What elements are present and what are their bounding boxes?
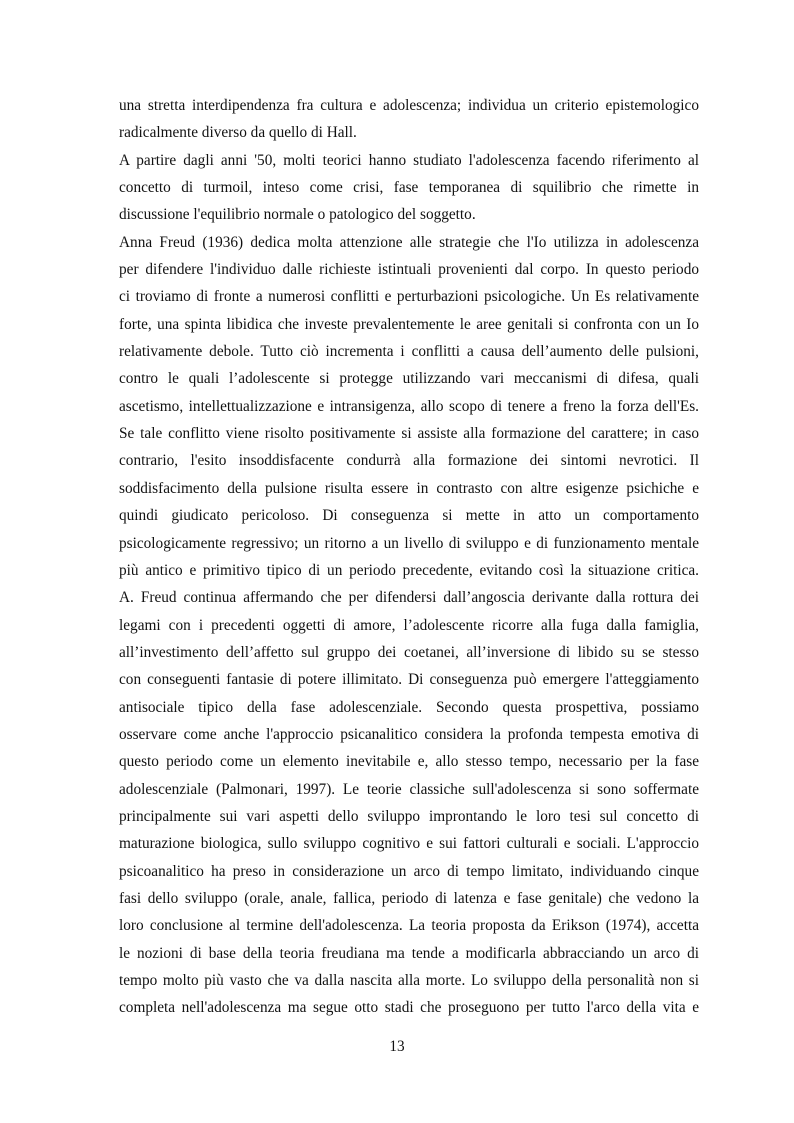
text-line: contrario, l'esito insoddisfacente condurrà alla formazione dei sintomi nevrotici. Il — [119, 452, 699, 470]
text-line: principalmente sui vari aspetti dello sviluppo improntando le loro tesi sul concetto di — [119, 807, 699, 825]
text-line: psicoanalitico ha preso in considerazione un arco di tempo limitato, individuando cinque — [119, 862, 699, 880]
text-line: antisociale tipico della fase adolescenziale. Secondo questa prospettiva, possiamo — [119, 698, 699, 716]
text-line: le nozioni di base della teoria freudiana ma tende a modificarla abbracciando un arco di — [119, 944, 699, 962]
text-line: soddisfacimento della pulsione risulta essere in contrasto con altre esigenze psichiche e — [119, 479, 699, 497]
text-line: Anna Freud (1936) dedica molta attenzione alle strategie che l'Io utilizza in adolescenza — [119, 233, 699, 251]
text-line: con conseguenti fantasie di potere illimitato. Di conseguenza può emergere l'atteggiamento — [119, 671, 699, 689]
text-line: concetto di turmoil, inteso come crisi, fase temporanea di squilibrio che rimette in — [119, 179, 699, 197]
text-line: maturazione biologica, sullo sviluppo cognitivo e sui fattori culturali e sociali. L'approccio — [119, 835, 699, 853]
text-line: psicologicamente regressivo; un ritorno a un livello di sviluppo e di funzionamento mentale — [119, 534, 699, 552]
text-line: legami con i precedenti oggetti di amore, l’adolescente ricorre alla fuga dalla famiglia, — [119, 616, 699, 634]
text-line: ci troviamo di fronte a numerosi conflitti e perturbazioni psicologiche. Un Es relativamente — [119, 288, 699, 306]
text-line: adolescenziale (Palmonari, 1997). Le teorie classiche sull'adolescenza si sono soffermate — [119, 780, 699, 798]
text-line: Se tale conflitto viene risolto positivamente si assiste alla formazione del carattere; in caso — [119, 425, 699, 443]
text-line: una stretta interdipendenza fra cultura e adolescenza; individua un criterio epistemologico — [119, 97, 699, 114]
text-line: radicalmente diverso da quello di Hall. — [119, 124, 357, 142]
text-line: A partire dagli anni '50, molti teorici hanno studiato l'adolescenza facendo riferimento al — [119, 151, 699, 169]
text-line: A. Freud continua affermando che per difendersi dall’angoscia derivante dalla rottura dei — [119, 589, 699, 607]
text-line: forte, una spinta libidica che investe prevalentemente le aree genitali si confronta con un Io — [119, 315, 699, 333]
text-line: relativamente debole. Tutto ciò incrementa i conflitti a causa dell’aumento delle pulsioni, — [119, 343, 699, 361]
text-line: osservare come anche l'approccio psicanalitico considera la profonda tempesta emotiva di — [119, 725, 699, 743]
text-line: fasi dello sviluppo (orale, anale, fallica, periodo di latenza e fase genitale) che vedono la — [119, 889, 699, 907]
body-text — [119, 92, 699, 1022]
text-line: per difendere l'individuo dalle richieste istintuali provenienti dal corpo. In questo periodo — [119, 261, 699, 279]
text-line: tempo molto più vasto che va dalla nascita alla morte. Lo sviluppo della personalità non si — [119, 972, 699, 989]
text-line: questo periodo come un elemento inevitabile e, allo stesso tempo, necessario per la fase — [119, 753, 699, 771]
text-line: quindi giudicato pericoloso. Di conseguenza si mette in atto un comportamento — [119, 507, 699, 525]
text-line: più antico e primitivo tipico di un periodo precedente, evitando così la situazione critica. — [119, 561, 699, 579]
text-line: ascetismo, intellettualizzazione e intransigenza, allo scopo di tenere a freno la forza dell'Es. — [119, 397, 699, 415]
page-number: 13 — [389, 1038, 405, 1055]
text-line: discussione l'equilibrio normale o patologico del soggetto. — [119, 206, 476, 224]
text-line: completa nell'adolescenza ma segue otto stadi che proseguono per tutto l'arco della vita e — [119, 999, 699, 1017]
text-line: loro conclusione al termine dell'adolescenza. La teoria proposta da Erikson (1974), accetta — [119, 917, 699, 935]
text-line: contro le quali l’adolescente si protegge utilizzando vari meccanismi di difesa, quali — [119, 370, 699, 388]
text-line: all’investimento dell’affetto sul gruppo dei coetanei, all’inversione di libido su se stesso — [119, 643, 699, 661]
